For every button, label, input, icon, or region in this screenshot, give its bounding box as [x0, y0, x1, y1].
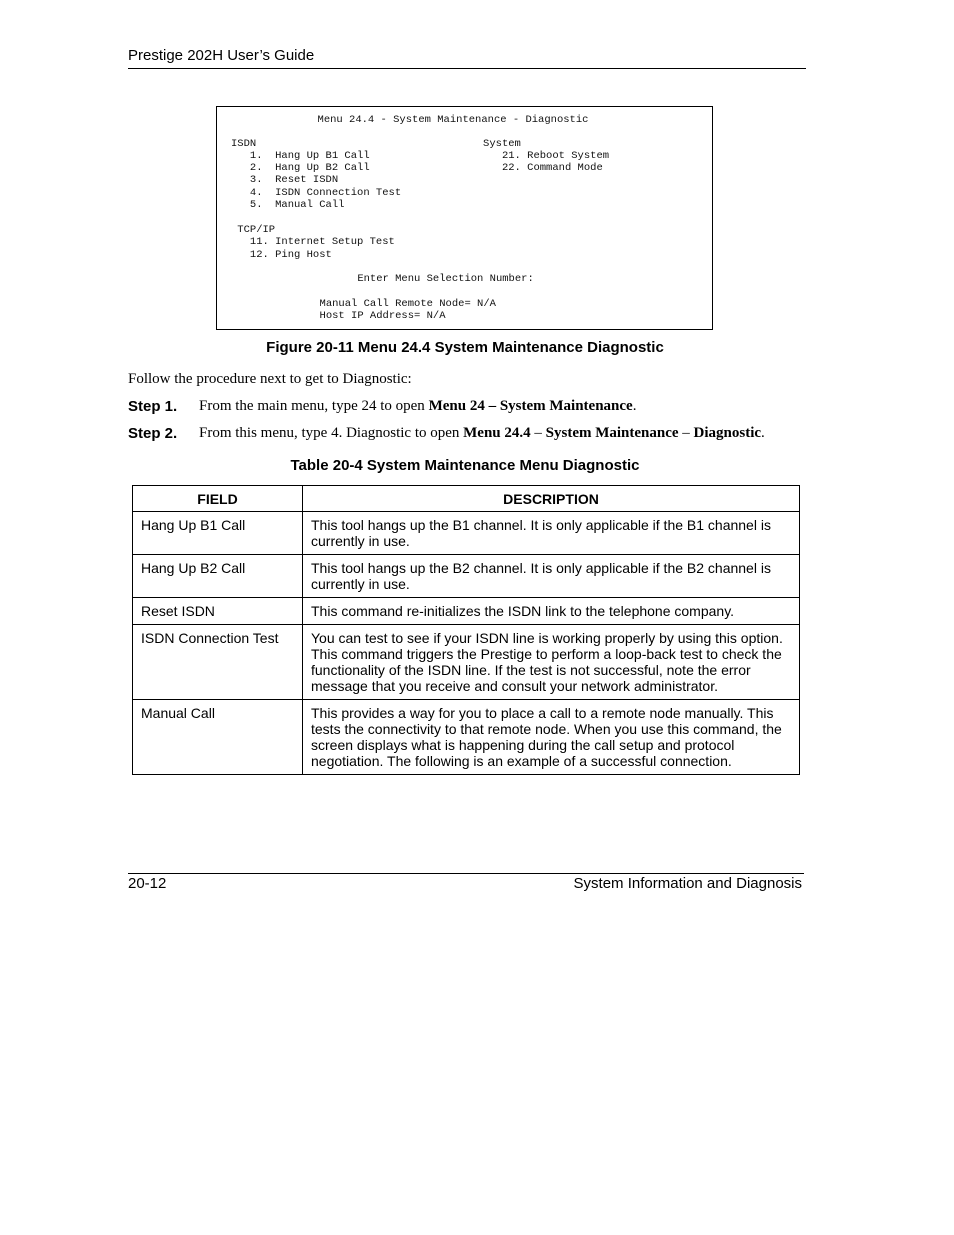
- description-cell: This tool hangs up the B2 channel. It is only applicable if the B2 channel is currently in use.: [303, 555, 800, 598]
- table-row: [133, 700, 800, 775]
- intro-paragraph: Follow the procedure next to get to Diagnostic:: [128, 371, 412, 387]
- header-rule: [128, 68, 806, 69]
- terminal-line: 5. Manual Call: [231, 199, 345, 211]
- running-header-title: Prestige 202H User’s Guide: [128, 47, 315, 64]
- terminal-line: 4. ISDN Connection Test: [231, 187, 402, 199]
- terminal-line: Host IP Address= N/A: [225, 310, 446, 322]
- field-cell: Reset ISDN: [133, 598, 303, 625]
- table-row: [133, 625, 800, 700]
- terminal-line: Enter Menu Selection Number:: [225, 273, 534, 285]
- field-cell: Hang Up B2 Call: [133, 555, 303, 598]
- terminal-line: 2. Hang Up B2 Call 22. Command Mode: [231, 162, 603, 174]
- terminal-line: TCP/IP: [231, 224, 276, 236]
- figure-caption: Figure 20-11 Menu 24.4 System Maintenance Diagnostic: [266, 339, 664, 356]
- table-caption: Table 20-4 System Maintenance Menu Diagnostic: [290, 457, 640, 474]
- terminal-line: 3. Reset ISDN: [231, 174, 339, 186]
- table-row: [133, 598, 800, 625]
- terminal-line: Manual Call Remote Node= N/A: [225, 298, 496, 310]
- terminal-line: ISDN System: [231, 138, 521, 150]
- terminal-line: 12. Ping Host: [231, 249, 332, 261]
- description-cell: This command re-initializes the ISDN link to the telephone company.: [303, 598, 800, 625]
- terminal-screen: [216, 106, 713, 330]
- field-cell: ISDN Connection Test: [133, 625, 303, 700]
- terminal-line: Menu 24.4 - System Maintenance - Diagnostic: [223, 114, 589, 126]
- table-row: [133, 555, 800, 598]
- terminal-line: 1. Hang Up B1 Call 21. Reboot System: [231, 150, 610, 162]
- field-cell: Manual Call: [133, 700, 303, 775]
- table-header-row: [133, 486, 800, 512]
- step-1-text: From the main menu, type 24 to open Menu 24 – System Maintenance.: [199, 398, 637, 414]
- column-header-field: FIELD: [133, 486, 303, 512]
- table-row: [133, 512, 800, 555]
- terminal-line: 11. Internet Setup Test: [231, 236, 395, 248]
- running-footer-section: System Information and Diagnosis: [573, 875, 802, 892]
- diagnostic-table: [132, 485, 800, 775]
- step-1-label: Step 1.: [128, 398, 178, 415]
- column-header-description: DESCRIPTION: [303, 486, 800, 512]
- step-2-label: Step 2.: [128, 425, 178, 442]
- field-cell: Hang Up B1 Call: [133, 512, 303, 555]
- description-cell: You can test to see if your ISDN line is working properly by using this option. This command triggers the Prestige to perform a loop-back test to check the functionality of the ISDN line. If the test is not successful, note the error message that you receive and consult your network administrator.: [303, 625, 800, 700]
- description-cell: This provides a way for you to place a call to a remote node manually. This tests the connectivity to that remote node. When you use this command, the screen displays what is happening during the call setup and protocol negotiation. The following is an example of a successful connection.: [303, 700, 800, 775]
- footer-rule: [128, 873, 804, 874]
- description-cell: This tool hangs up the B1 channel. It is only applicable if the B1 channel is currently in use.: [303, 512, 800, 555]
- step-2-text: From this menu, type 4. Diagnostic to open Menu 24.4 – System Maintenance – Diagnostic.: [199, 425, 765, 441]
- page-number: 20-12: [128, 875, 167, 892]
